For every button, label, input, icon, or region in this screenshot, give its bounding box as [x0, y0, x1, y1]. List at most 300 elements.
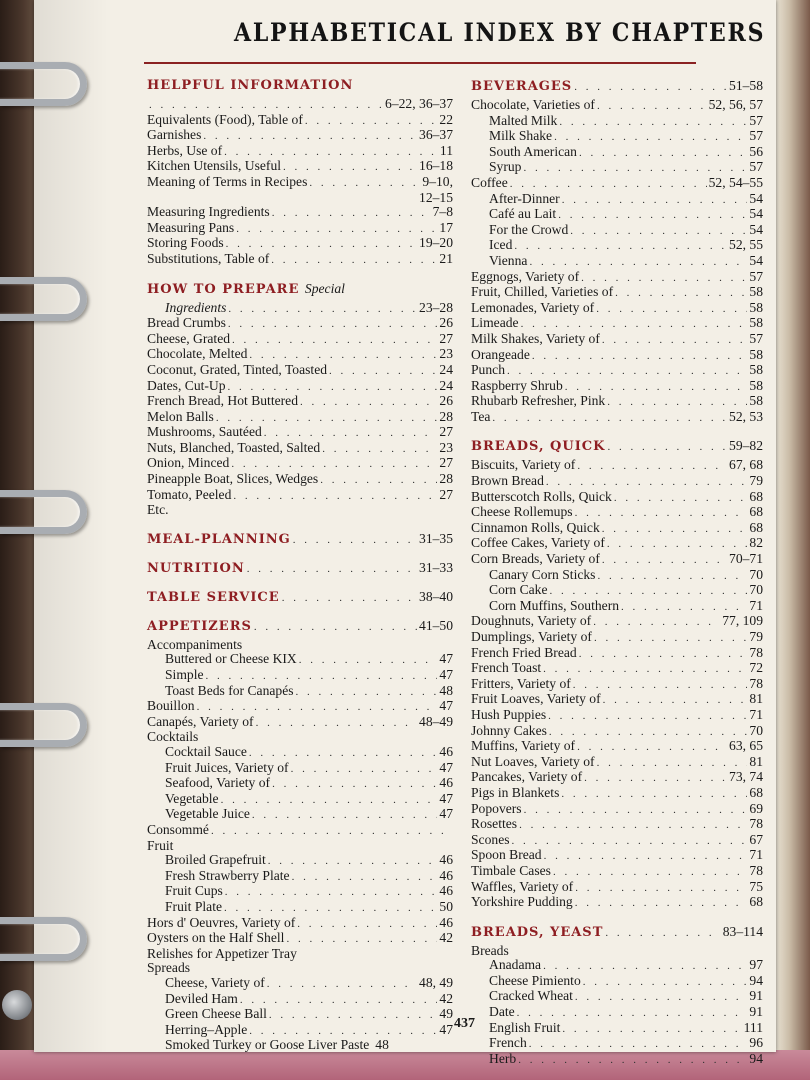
leader-dots	[607, 395, 747, 410]
chapter-heading	[147, 78, 453, 93]
entry-label: Syrup	[489, 159, 522, 175]
leader-dots	[543, 959, 747, 974]
binder-ring	[0, 277, 87, 321]
entry-label: Cheese, Variety of	[165, 974, 265, 990]
page-ref: 71	[749, 847, 763, 863]
leader-dots	[550, 584, 748, 599]
index-entry	[147, 221, 453, 237]
page-stack-edge	[776, 0, 810, 1080]
index-entry	[147, 394, 453, 410]
leader-dots	[602, 553, 727, 568]
index-entry	[471, 989, 763, 1005]
index-entry	[147, 252, 453, 268]
leader-dots	[249, 1024, 437, 1039]
page-ref: 47	[439, 1021, 453, 1037]
entry-label: Vegetable	[165, 790, 219, 806]
index-entry	[471, 254, 763, 270]
index-entry	[147, 488, 453, 504]
leader-dots	[577, 740, 727, 755]
leader-dots	[286, 932, 437, 947]
leader-dots	[492, 411, 727, 426]
entry-label: French Fried Bread	[471, 644, 577, 660]
chapter-heading-label	[147, 281, 345, 297]
index-entry	[147, 776, 453, 792]
index-page	[34, 0, 776, 1066]
index-entry	[147, 410, 453, 426]
entry-label: French	[489, 1035, 527, 1051]
index-entry	[147, 947, 453, 962]
page-ref: 42	[439, 990, 453, 1006]
index-entry	[471, 864, 763, 880]
index-entry	[147, 236, 453, 252]
entry-label: Substitutions, Table of	[147, 250, 270, 266]
index-entry	[471, 505, 763, 521]
entry-label: Chocolate, Varieties of	[471, 97, 595, 112]
entry-label: Date	[489, 1004, 515, 1020]
index-entry	[147, 976, 453, 992]
index-entry	[147, 456, 453, 472]
binder-ring	[0, 917, 87, 961]
leader-dots	[291, 762, 438, 777]
binder-rivet	[2, 990, 32, 1020]
index-entry	[471, 98, 763, 114]
chapter-heading-text: TABLE SERVICE	[147, 589, 280, 605]
entry-label: Measuring Pans	[147, 219, 235, 235]
index-entry	[147, 1038, 453, 1053]
leader-dots	[510, 177, 707, 192]
index-entry	[471, 145, 763, 161]
page-ref: 51–58	[729, 78, 763, 93]
index-entry	[471, 1052, 763, 1068]
index-entry	[471, 1036, 763, 1052]
index-entry	[147, 503, 453, 518]
index-entry	[471, 192, 763, 208]
entry-label: Storing Foods	[147, 235, 224, 251]
page-ref: 23	[439, 346, 453, 362]
page-ref: 78	[749, 862, 763, 878]
entry-label: Fruit, Chilled, Varieties of	[471, 284, 614, 300]
leader-dots	[518, 1053, 747, 1068]
leader-dots	[602, 522, 748, 537]
index-entry	[147, 97, 453, 113]
entry-label: Dates, Cut-Up	[147, 377, 226, 393]
entry-label: Vegetable Juice	[165, 806, 250, 822]
entry-label: Spreads	[147, 960, 191, 976]
leader-dots	[309, 176, 420, 191]
page-ref: 78	[749, 675, 763, 691]
entry-label: Corn Cake	[489, 582, 548, 598]
page-ref: 48	[375, 1037, 389, 1053]
page-ref: 38–40	[419, 588, 453, 604]
leader-dots	[575, 896, 748, 911]
index-entry	[471, 552, 763, 568]
page-ref: 91	[749, 1004, 763, 1020]
leader-dots	[605, 927, 720, 939]
page-ref: 7–8	[432, 204, 453, 220]
entry-label: Green Cheese Ball	[165, 1006, 267, 1022]
chapter-heading	[147, 281, 453, 297]
leader-dots	[574, 81, 727, 93]
index-entry	[147, 425, 453, 441]
entry-label: Accompaniments	[147, 636, 243, 652]
leader-dots	[562, 193, 748, 208]
page-ref: 23–28	[419, 299, 453, 315]
index-entry	[471, 974, 763, 990]
page-ref: 47	[439, 651, 453, 667]
index-entry	[471, 817, 763, 833]
index-entry	[147, 900, 453, 916]
index-entry	[471, 958, 763, 974]
entry-label: Fritters, Variety of	[471, 675, 571, 691]
leader-dots	[206, 669, 438, 684]
index-entry	[147, 715, 453, 731]
entry-label: Kitchen Utensils, Useful	[147, 158, 282, 174]
leader-dots	[558, 208, 747, 223]
entry-label: Bread Crumbs	[147, 315, 226, 331]
entry-label: Ingredients	[165, 299, 227, 315]
page-ref: 46	[439, 852, 453, 868]
leader-dots	[329, 364, 437, 379]
entry-label: Nuts, Blanched, Toasted, Salted	[147, 439, 321, 455]
entry-label: Cocktails	[147, 729, 199, 745]
leader-dots	[554, 130, 747, 145]
page-ref: 94	[749, 1050, 763, 1066]
leader-dots	[553, 865, 747, 880]
index-entry	[471, 880, 763, 896]
page-ref: 58	[749, 362, 763, 378]
entry-label: Cheese Rollemups	[471, 504, 573, 520]
entry-label: Iced	[489, 237, 513, 253]
entry-label: Coconut, Grated, Tinted, Toasted	[147, 361, 328, 377]
index-entry	[471, 895, 763, 911]
page-ref: 97	[749, 957, 763, 973]
leader-dots	[240, 993, 438, 1008]
entry-label: Corn Muffins, Southern	[489, 597, 620, 613]
page-ref: 47	[439, 698, 453, 714]
page-ref: 72	[749, 660, 763, 676]
leader-dots	[597, 569, 747, 584]
index-entry	[147, 332, 453, 348]
page-ref: 48	[439, 682, 453, 698]
entry-label: Fruit Cups	[165, 883, 223, 899]
page-ref: 70	[749, 566, 763, 582]
page-ref: 57	[749, 128, 763, 144]
entry-label: Scones	[471, 831, 510, 847]
index-entry	[471, 1021, 763, 1037]
leader-dots	[197, 700, 438, 715]
page-ref: 68	[749, 519, 763, 535]
leader-dots	[594, 631, 747, 646]
leader-dots	[523, 161, 747, 176]
chapter-heading-label	[147, 590, 280, 605]
index-entry	[147, 884, 453, 900]
index-entry	[147, 792, 453, 808]
entry-label: Pigs in Blankets	[471, 784, 560, 800]
leader-dots	[517, 1006, 748, 1021]
page-ref: 59–82	[729, 438, 763, 454]
page-ref: 21	[439, 250, 453, 266]
page-ref: 54	[749, 221, 763, 237]
leader-dots	[254, 621, 417, 633]
page-ref: 11	[439, 142, 453, 158]
index-entry	[147, 992, 453, 1008]
entry-label: Timbale Cases	[471, 862, 551, 878]
leader-dots	[296, 685, 438, 700]
chapter-heading-label	[471, 925, 603, 940]
entry-label: Cinnamon Rolls, Quick	[471, 519, 600, 535]
index-entry	[147, 668, 453, 684]
index-entry	[471, 786, 763, 802]
chapter-heading-label	[147, 619, 252, 634]
page-ref: 47	[439, 806, 453, 822]
entry-label: Johnny Cakes	[471, 722, 547, 738]
page-ref: 70	[749, 582, 763, 598]
entry-label: Bouillon	[147, 698, 195, 714]
entry-label: Toast Beds for Canapés	[165, 682, 294, 698]
leader-dots	[232, 333, 437, 348]
page-ref: 19–20	[419, 235, 453, 251]
entry-label: Yorkshire Pudding	[471, 894, 573, 910]
index-entry	[471, 223, 763, 239]
page-ref: 79	[749, 473, 763, 489]
chapter-heading-label	[147, 532, 291, 547]
page-ref: 58	[749, 299, 763, 315]
index-entry	[147, 730, 453, 745]
index-entry	[471, 207, 763, 223]
leader-dots	[561, 787, 747, 802]
index-entry	[471, 521, 763, 537]
entry-label: Popovers	[471, 800, 522, 816]
leader-dots	[249, 746, 437, 761]
index-entry	[147, 191, 453, 206]
page-ref: 42	[439, 930, 453, 946]
leader-dots	[256, 716, 417, 731]
page-ref: 69	[749, 800, 763, 816]
index-entry	[471, 301, 763, 317]
index-entry	[471, 285, 763, 301]
page-ref: 31–35	[419, 530, 453, 546]
page-ref: 24	[439, 361, 453, 377]
page-ref: 67, 68	[729, 457, 763, 473]
index-entry	[471, 614, 763, 630]
page-ref: 12–15	[419, 189, 453, 205]
entry-label: French Toast	[471, 660, 542, 676]
page-ref: 52, 55	[729, 237, 763, 253]
index-entry	[147, 761, 453, 777]
index-entry	[147, 869, 453, 885]
leader-dots	[507, 364, 747, 379]
chapter-heading-note: Special	[304, 280, 345, 296]
page-ref: 67	[749, 831, 763, 847]
entry-label: Vienna	[489, 252, 528, 268]
index-entry	[147, 916, 453, 932]
left-column	[147, 78, 453, 1053]
leader-dots	[519, 818, 747, 833]
chapter-heading-label	[147, 561, 245, 576]
page-ref: 71	[749, 706, 763, 722]
leader-dots	[565, 380, 748, 395]
entry-label: Hors d' Oeuvres, Variety of	[147, 914, 296, 930]
entry-label: For the Crowd	[489, 221, 569, 237]
entry-label: Malted Milk	[489, 112, 558, 128]
leader-dots	[584, 771, 727, 786]
leader-dots	[544, 849, 748, 864]
leader-dots	[247, 563, 417, 575]
right-column	[471, 78, 763, 1067]
entry-label: Tea	[471, 408, 491, 424]
entry-label: Breads	[471, 942, 509, 958]
entry-label: Pineapple Boat, Slices, Wedges	[147, 471, 319, 487]
leader-dots	[224, 901, 437, 916]
page-ref: 75	[749, 878, 763, 894]
entry-label: Lemonades, Variety of	[471, 299, 595, 315]
entry-label: Corn Breads, Variety of	[471, 551, 600, 567]
leader-dots	[521, 317, 748, 332]
index-entry	[471, 848, 763, 864]
chapter-heading	[147, 560, 453, 576]
chapter-heading-text: BREADS, QUICK	[471, 439, 606, 455]
entry-label: Herbs, Use of	[147, 142, 223, 158]
leader-dots	[546, 475, 748, 490]
entry-label: Coffee	[471, 174, 508, 190]
leader-dots	[228, 317, 437, 332]
index-entry	[147, 379, 453, 395]
page-ref: 46	[439, 883, 453, 899]
page-ref: 27	[439, 424, 453, 440]
index-entry	[471, 630, 763, 646]
entry-label: South American	[489, 143, 577, 159]
index-entry	[471, 114, 763, 130]
leader-dots	[573, 678, 748, 693]
index-entry	[471, 770, 763, 786]
entry-label: Tomato, Peeled	[147, 486, 232, 502]
page-ref: 81	[749, 691, 763, 707]
leader-dots	[581, 271, 747, 286]
index-entry	[471, 677, 763, 693]
leader-dots	[320, 473, 437, 488]
index-entry	[471, 568, 763, 584]
leader-dots	[621, 600, 747, 615]
index-entry	[471, 1005, 763, 1021]
leader-dots	[283, 160, 417, 175]
page-ref: 31–33	[419, 559, 453, 575]
entry-label: Raspberry Shrub	[471, 377, 563, 393]
leader-dots	[583, 975, 748, 990]
entry-label: Cracked Wheat	[489, 988, 573, 1004]
page-ref: 91	[749, 988, 763, 1004]
entry-label: Consommé	[147, 821, 209, 837]
entry-label: Butterscotch Rolls, Quick	[471, 488, 612, 504]
entry-label: Smoked Turkey or Goose Liver Paste	[165, 1037, 370, 1053]
leader-dots	[577, 459, 727, 474]
leader-dots	[529, 255, 747, 270]
entry-label: Measuring Ingredients	[147, 204, 270, 220]
page-ref: 58	[749, 393, 763, 409]
entry-label: Herb	[489, 1050, 517, 1066]
entry-label: Biscuits, Variety of	[471, 457, 576, 473]
page-ref: 41–50	[419, 617, 453, 633]
leader-dots	[614, 491, 748, 506]
index-entry	[471, 458, 763, 474]
entry-label: Onion, Minced	[147, 455, 230, 471]
page-ref: 78	[749, 644, 763, 660]
leader-dots	[575, 990, 747, 1005]
index-entry	[147, 1007, 453, 1023]
page-ref: 54	[749, 190, 763, 206]
page-ref: 54	[749, 252, 763, 268]
leader-dots	[282, 592, 417, 604]
page-ref: 46	[439, 775, 453, 791]
entry-label: Rosettes	[471, 816, 518, 832]
chapter-heading-label	[471, 79, 572, 94]
index-entry	[147, 316, 453, 332]
index-entry	[471, 238, 763, 254]
page-ref: 96	[749, 1035, 763, 1051]
entry-label: Pancakes, Variety of	[471, 769, 583, 785]
index-entry	[147, 113, 453, 129]
leader-dots	[272, 206, 431, 221]
index-entry	[471, 129, 763, 145]
page-ref: 58	[749, 346, 763, 362]
entry-label: Mushrooms, Sautéed	[147, 424, 262, 440]
index-entry	[471, 363, 763, 379]
page-ref: 81	[749, 753, 763, 769]
leader-dots	[216, 411, 438, 426]
binder-ring	[0, 703, 87, 747]
entry-label: Eggnogs, Variety of	[471, 268, 580, 284]
page-ref: 27	[439, 455, 453, 471]
index-entry	[471, 410, 763, 426]
leader-dots	[529, 1037, 748, 1052]
leader-dots	[231, 457, 437, 472]
index-entry	[471, 490, 763, 506]
leader-dots	[597, 99, 707, 114]
index-entry	[147, 144, 453, 160]
chapter-heading-text: BEVERAGES	[471, 79, 573, 94]
leader-dots	[548, 709, 747, 724]
index-entry	[147, 931, 453, 947]
leader-dots	[514, 239, 727, 254]
index-entry	[147, 823, 453, 839]
leader-dots	[225, 885, 438, 900]
page-ref: 46	[439, 867, 453, 883]
page-ref: 23	[439, 439, 453, 455]
index-entry	[147, 1023, 453, 1039]
index-entry	[147, 441, 453, 457]
chapter-heading-text: NUTRITION	[147, 560, 245, 576]
entry-label: Café au Lait	[489, 206, 557, 222]
page-ref: 57	[749, 268, 763, 284]
chapter-heading-text: HOW TO PREPARE	[147, 281, 300, 297]
entry-label: Waffles, Variety of	[471, 878, 574, 894]
page-ref: 36–37	[419, 127, 453, 143]
entry-label: Simple	[165, 667, 204, 683]
index-entry	[471, 802, 763, 818]
leader-dots	[607, 441, 727, 453]
entry-label: French Bread, Hot Buttered	[147, 393, 298, 409]
entry-label: Cheese Pimiento	[489, 972, 581, 988]
page-ref: 48–49	[419, 713, 453, 729]
entry-label: Milk Shake	[489, 128, 553, 144]
index-entry	[147, 175, 453, 191]
entry-label: Spoon Bread	[471, 847, 542, 863]
index-entry	[147, 128, 453, 144]
leader-dots	[233, 489, 437, 504]
index-entry	[147, 652, 453, 668]
leader-dots	[203, 129, 417, 144]
index-entry	[471, 536, 763, 552]
page-ref: 79	[749, 629, 763, 644]
